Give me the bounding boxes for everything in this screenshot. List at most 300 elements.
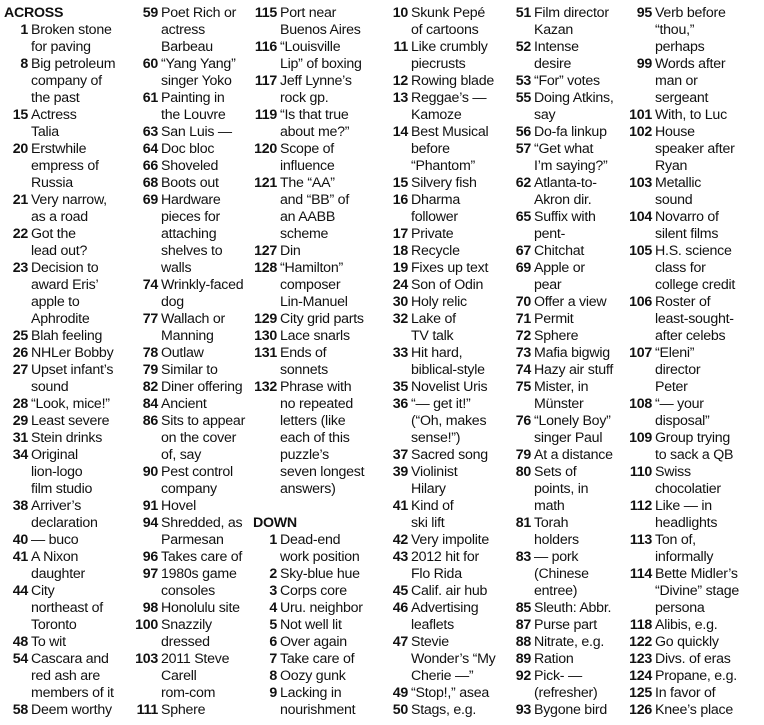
clue-item xyxy=(253,311,385,328)
clue-number: 16 xyxy=(392,192,408,208)
clue-item xyxy=(507,260,633,294)
clue-text-line: Münster xyxy=(534,396,584,412)
clue-text-line: Silvery fish xyxy=(411,175,477,191)
clue-item xyxy=(507,311,633,328)
clue-text-line: influence xyxy=(280,158,335,174)
clue-item xyxy=(253,107,385,141)
clue-item xyxy=(507,464,633,515)
clue-text-line: Apple or xyxy=(534,260,585,276)
clue-item xyxy=(507,600,633,617)
clue-number: 39 xyxy=(392,464,408,480)
clue-item xyxy=(507,141,633,175)
clue-item xyxy=(628,243,762,294)
clue-number: 98 xyxy=(142,600,158,616)
clue-number: 114 xyxy=(629,566,652,582)
clue-text-line: dog xyxy=(161,294,184,310)
clue-text-line: “Hamilton” xyxy=(280,260,343,276)
clue-number: 103 xyxy=(135,651,158,667)
clue-text-line: Not well lit xyxy=(280,617,342,633)
clue-text-line: Doc bloc xyxy=(161,141,215,157)
clue-number: 60 xyxy=(142,56,158,72)
clue-text-line: Verb before xyxy=(655,5,726,21)
clue-text-line: Lace snarls xyxy=(280,328,350,344)
clue-number: 83 xyxy=(515,549,531,565)
clue-text-line: apple to xyxy=(31,294,80,310)
clue-text-line: informally xyxy=(655,549,714,565)
clue-item xyxy=(628,345,762,396)
clue-number: 49 xyxy=(392,685,408,701)
clue-item xyxy=(253,379,385,498)
clue-number: 27 xyxy=(12,362,28,378)
clue-text-line: “Divine” stage xyxy=(655,583,740,599)
clue-item xyxy=(384,124,506,175)
clue-text-line: film studio xyxy=(31,481,93,497)
clue-number: 123 xyxy=(629,651,652,667)
clue-text-line: Best Musical xyxy=(411,124,489,140)
clue-number: 112 xyxy=(629,498,652,514)
clue-number: 68 xyxy=(142,175,158,191)
clue-text-line: Take care of xyxy=(280,651,355,667)
clue-item xyxy=(507,209,633,243)
clue-text-line: pent- xyxy=(534,226,566,242)
clue-text-line: Scope of xyxy=(280,141,335,157)
clue-item xyxy=(507,515,633,549)
clue-text-line: Do-fa linkup xyxy=(534,124,607,140)
clue-text-line: NHLer Bobby xyxy=(31,345,114,361)
clue-text-line: no repeated xyxy=(280,396,353,412)
clue-item xyxy=(134,702,256,719)
clue-number: 61 xyxy=(142,90,158,106)
clue-text-line: Peter xyxy=(655,379,688,395)
clue-text-line: Arriver’s xyxy=(31,498,82,514)
clue-text-line: college credit xyxy=(655,277,736,293)
clue-item xyxy=(384,73,506,90)
clue-text-line: Sky-blue hue xyxy=(280,566,360,582)
clue-column-3 xyxy=(253,5,385,719)
clue-text-line: Shredded, as xyxy=(161,515,243,531)
clue-item xyxy=(628,464,762,498)
clue-number: 62 xyxy=(515,175,531,191)
clue-number: 45 xyxy=(392,583,408,599)
clue-number: 121 xyxy=(254,175,277,191)
clue-text-line: (Chinese xyxy=(534,566,589,582)
clue-item xyxy=(628,107,762,124)
clue-item xyxy=(4,396,126,413)
clue-text-line: before xyxy=(411,141,450,157)
clue-text-line: rock gp. xyxy=(280,90,329,106)
clue-text-line: To wit xyxy=(31,634,66,650)
clue-number: 113 xyxy=(629,532,652,548)
clue-number: 51 xyxy=(515,5,531,21)
clue-item xyxy=(628,634,762,651)
clue-item xyxy=(384,583,506,600)
clue-number: 80 xyxy=(515,464,531,480)
clue-item xyxy=(134,566,256,600)
clue-number: 1 xyxy=(269,532,277,548)
clue-item xyxy=(384,447,506,464)
clue-item xyxy=(507,549,633,600)
clue-text-line: Hilary xyxy=(411,481,446,497)
clue-text-line: holders xyxy=(534,532,579,548)
clue-item xyxy=(628,209,762,243)
clue-text-line: sense!”) xyxy=(411,430,461,446)
clue-item xyxy=(384,702,506,719)
clue-text-line: Similar to xyxy=(161,362,218,378)
clue-number: 40 xyxy=(12,532,28,548)
clue-item xyxy=(134,124,256,141)
clue-item xyxy=(507,447,633,464)
clue-number: 32 xyxy=(392,311,408,327)
clue-number: 43 xyxy=(392,549,408,565)
clue-text-line: Cascara and xyxy=(31,651,109,667)
clue-text-line: Lin-Manuel xyxy=(280,294,348,310)
clue-text-line: Got the xyxy=(31,226,76,242)
clue-number: 106 xyxy=(629,294,652,310)
clue-number: 125 xyxy=(629,685,652,701)
clue-text-line: Lake of xyxy=(411,311,456,327)
clue-text-line: City xyxy=(31,583,55,599)
clue-item xyxy=(253,5,385,39)
clue-item xyxy=(4,260,126,328)
clue-number: 57 xyxy=(515,141,531,157)
clue-text-line: disposal” xyxy=(655,413,710,429)
clue-number: 53 xyxy=(515,73,531,89)
clue-number: 31 xyxy=(12,430,28,446)
clue-text-line: Recycle xyxy=(411,243,460,259)
clue-number: 56 xyxy=(515,124,531,140)
clue-item xyxy=(253,260,385,311)
clue-text-line: Swiss xyxy=(655,464,691,480)
clue-text-line: answers) xyxy=(280,481,336,497)
clue-item xyxy=(507,90,633,124)
clue-item xyxy=(384,685,506,702)
clue-number: 84 xyxy=(142,396,158,412)
clue-item xyxy=(253,668,385,685)
clue-number: 50 xyxy=(392,702,408,718)
clue-item xyxy=(253,634,385,651)
clue-item xyxy=(507,39,633,73)
clue-item xyxy=(4,498,126,532)
clue-item xyxy=(134,617,256,651)
clue-text-line: work position xyxy=(280,549,360,565)
clue-number: 25 xyxy=(12,328,28,344)
clue-number: 14 xyxy=(392,124,408,140)
clue-item xyxy=(384,532,506,549)
clue-item xyxy=(253,600,385,617)
clue-number: 96 xyxy=(142,549,158,565)
clue-number: 71 xyxy=(515,311,531,327)
clue-text-line: “Yang Yang” xyxy=(161,56,236,72)
clue-text-line: With, to Luc xyxy=(655,107,727,123)
clue-item xyxy=(253,617,385,634)
clue-number: 93 xyxy=(515,702,531,718)
clue-column-4 xyxy=(384,5,506,719)
clue-number: 2 xyxy=(269,566,277,582)
clue-number: 30 xyxy=(392,294,408,310)
clue-number: 100 xyxy=(135,617,158,633)
clue-text-line: In favor of xyxy=(655,685,716,701)
clue-text-line: TV talk xyxy=(411,328,454,344)
clue-number: 131 xyxy=(254,345,277,361)
clue-number: 81 xyxy=(515,515,531,531)
clue-text-line: Aphrodite xyxy=(31,311,90,327)
clue-text-line: Like — in xyxy=(655,498,712,514)
clue-text-line: Roster of xyxy=(655,294,711,310)
clue-text-line: seven longest xyxy=(280,464,365,480)
clue-text-line: members of it xyxy=(31,685,114,701)
clue-text-line: Rowing blade xyxy=(411,73,494,89)
clue-text-line: daughter xyxy=(31,566,86,582)
clue-text-line: Ration xyxy=(534,651,574,667)
clue-item xyxy=(4,634,126,651)
clue-item xyxy=(134,464,256,498)
clue-number: 102 xyxy=(629,124,652,140)
clue-text-line: Group trying xyxy=(655,430,731,446)
clue-number: 44 xyxy=(12,583,28,599)
clue-text-line: Private xyxy=(411,226,454,242)
clue-text-line: consoles xyxy=(161,583,215,599)
clue-item xyxy=(4,702,126,719)
clue-text-line: Flo Rida xyxy=(411,566,462,582)
clue-number: 24 xyxy=(392,277,408,293)
clue-number: 23 xyxy=(12,260,28,276)
clue-text-line: — buco xyxy=(31,532,79,548)
clue-text-line: red ash are xyxy=(31,668,101,684)
clue-item xyxy=(4,549,126,583)
clue-number: 132 xyxy=(254,379,277,395)
clue-text-line: dressed xyxy=(161,634,210,650)
clue-number: 63 xyxy=(142,124,158,140)
clue-text-line: and “BB” of xyxy=(280,192,350,208)
clue-number: 116 xyxy=(254,39,277,55)
clue-column-5 xyxy=(507,5,633,719)
clue-item xyxy=(628,685,762,702)
clue-text-line: “Phantom” xyxy=(411,158,475,174)
clue-text-line: Oozy gunk xyxy=(280,668,346,684)
clue-text-line: the past xyxy=(31,90,80,106)
clue-item xyxy=(628,294,762,345)
clue-number: 38 xyxy=(12,498,28,514)
clue-number: 95 xyxy=(636,5,652,21)
clue-text-line: “Eleni” xyxy=(655,345,695,361)
clue-item xyxy=(507,651,633,668)
clue-item xyxy=(134,192,256,277)
clue-column-6 xyxy=(628,5,762,719)
clue-number: 12 xyxy=(392,73,408,89)
clue-number: 91 xyxy=(142,498,158,514)
clue-text-line: Barbeau xyxy=(161,39,213,55)
clue-text-line: Ends of xyxy=(280,345,327,361)
clue-number: 119 xyxy=(254,107,277,123)
clue-number: 70 xyxy=(515,294,531,310)
clue-item xyxy=(507,413,633,447)
clue-item xyxy=(384,39,506,73)
clue-item xyxy=(628,668,762,685)
clue-number: 127 xyxy=(254,243,277,259)
clue-number: 72 xyxy=(515,328,531,344)
clue-item xyxy=(628,5,762,56)
clue-text-line: Kamoze xyxy=(411,107,462,123)
clue-text-line: company xyxy=(161,481,217,497)
clue-text-line: “Look, mice!” xyxy=(31,396,110,412)
clue-number: 74 xyxy=(142,277,158,293)
clue-number: 8 xyxy=(20,56,28,72)
clue-number: 34 xyxy=(12,447,28,463)
clue-item xyxy=(134,311,256,345)
clue-item xyxy=(628,651,762,668)
section-spacer xyxy=(253,498,385,515)
clue-text-line: points, in xyxy=(534,481,589,497)
clue-number: 118 xyxy=(629,617,652,633)
clue-number: 122 xyxy=(629,634,652,650)
clue-number: 3 xyxy=(269,583,277,599)
clue-item xyxy=(507,668,633,702)
clue-text-line: puzzle’s xyxy=(280,447,329,463)
clue-text-line: H.S. science xyxy=(655,243,732,259)
clue-item xyxy=(4,362,126,396)
clue-item xyxy=(507,175,633,209)
clue-number: 6 xyxy=(269,634,277,650)
clue-item xyxy=(253,651,385,668)
clue-item xyxy=(507,362,633,379)
clue-text-line: Carell xyxy=(161,668,197,684)
clue-text-line: an AABB xyxy=(280,209,336,225)
clue-text-line: attaching xyxy=(161,226,217,242)
clue-number: 11 xyxy=(393,39,408,55)
clue-number: 1 xyxy=(20,22,28,38)
clue-text-line: class for xyxy=(655,260,706,276)
clue-text-line: Blah feeling xyxy=(31,328,103,344)
clue-item xyxy=(134,345,256,362)
clue-text-line: perhaps xyxy=(655,39,705,55)
clue-item xyxy=(507,702,633,719)
clue-number: 128 xyxy=(254,260,277,276)
clue-text-line: northeast of xyxy=(31,600,103,616)
clue-number: 69 xyxy=(515,260,531,276)
clue-text-line: “Louisville xyxy=(280,39,341,55)
clue-text-line: “For” votes xyxy=(534,73,600,89)
clue-text-line: lead out? xyxy=(31,243,88,259)
clue-text-line: House xyxy=(655,124,695,140)
clue-text-line: Upset infant’s xyxy=(31,362,114,378)
clue-number: 35 xyxy=(392,379,408,395)
clue-number: 73 xyxy=(515,345,531,361)
clue-item xyxy=(507,294,633,311)
clue-text-line: Propane, e.g. xyxy=(655,668,737,684)
clue-column-2 xyxy=(134,5,256,719)
clue-text-line: Akron dir. xyxy=(534,192,592,208)
clue-number: 109 xyxy=(629,430,652,446)
clue-item xyxy=(253,175,385,243)
clue-item xyxy=(507,617,633,634)
clue-text-line: Calif. air hub xyxy=(411,583,488,599)
clue-number: 9 xyxy=(269,685,277,701)
clue-item xyxy=(507,243,633,260)
clue-text-line: Phrase with xyxy=(280,379,352,395)
clue-text-line: on the cover xyxy=(161,430,237,446)
clue-number: 117 xyxy=(254,73,277,89)
clue-text-line: empress of xyxy=(31,158,99,174)
clue-text-line: sergeant xyxy=(655,90,709,106)
clue-text-line: composer xyxy=(280,277,341,293)
clue-item xyxy=(253,345,385,379)
clue-number: 54 xyxy=(12,651,28,667)
clue-text-line: man or xyxy=(655,73,698,89)
clue-number: 129 xyxy=(254,311,277,327)
clue-item xyxy=(507,5,633,39)
clue-text-line: Sphere xyxy=(534,328,579,344)
clue-text-line: of, say xyxy=(161,447,202,463)
clue-number: 97 xyxy=(142,566,158,582)
clue-text-line: Lip” of boxing xyxy=(280,56,362,72)
clue-text-line: sonnets xyxy=(280,362,328,378)
clue-text-line: pear xyxy=(534,277,562,293)
clue-number: 4 xyxy=(269,600,277,616)
clue-text-line: Corps core xyxy=(280,583,347,599)
clue-item xyxy=(628,566,762,617)
clue-text-line: Kind of xyxy=(411,498,454,514)
clue-item xyxy=(384,498,506,532)
clue-text-line: Decision to xyxy=(31,260,99,276)
clue-number: 15 xyxy=(12,107,28,123)
clue-number: 107 xyxy=(629,345,652,361)
clue-text-line: Jeff Lynne’s xyxy=(280,73,352,89)
clue-item xyxy=(384,192,506,226)
clue-number: 69 xyxy=(142,192,158,208)
clue-text-line: Novelist Uris xyxy=(411,379,488,395)
clue-item xyxy=(134,90,256,124)
clue-number: 37 xyxy=(392,447,408,463)
clue-text-line: Outlaw xyxy=(161,345,204,361)
clue-item xyxy=(134,175,256,192)
clue-item xyxy=(4,447,126,498)
clue-text-line: Stevie xyxy=(411,634,449,650)
clue-number: 47 xyxy=(392,634,408,650)
clue-text-line: after celebs xyxy=(655,328,726,344)
clue-item xyxy=(384,396,506,447)
clue-text-line: sound xyxy=(31,379,69,395)
clue-text-line: Skunk Pepé xyxy=(411,5,486,21)
clue-text-line: each of this xyxy=(280,430,350,446)
clue-number: 76 xyxy=(515,413,531,429)
clue-item xyxy=(4,141,126,192)
clue-text-line: silent films xyxy=(655,226,719,242)
clue-number: 41 xyxy=(12,549,28,565)
clue-text-line: Dead-end xyxy=(280,532,341,548)
clue-text-line: Violinist xyxy=(411,464,458,480)
clue-text-line: 2011 Steve xyxy=(161,651,230,667)
clue-text-line: Takes care of xyxy=(161,549,243,565)
clue-text-line: “Get what xyxy=(534,141,594,157)
clue-text-line: Buenos Aires xyxy=(280,22,361,38)
clue-text-line: director xyxy=(655,362,701,378)
clue-item xyxy=(4,192,126,226)
clue-text-line: Hit hard, xyxy=(411,345,463,361)
clue-number: 48 xyxy=(12,634,28,650)
clue-number: 42 xyxy=(392,532,408,548)
clue-item xyxy=(507,328,633,345)
clue-text-line: Painting in xyxy=(161,90,225,106)
clue-item xyxy=(253,328,385,345)
clue-number: 65 xyxy=(515,209,531,225)
clue-text-line: Over again xyxy=(280,634,347,650)
clue-item xyxy=(384,5,506,39)
clue-item xyxy=(134,5,256,56)
clue-text-line: Advertising xyxy=(411,600,479,616)
clue-text-line: — pork xyxy=(534,549,579,565)
clue-item xyxy=(134,277,256,311)
clue-item xyxy=(134,141,256,158)
